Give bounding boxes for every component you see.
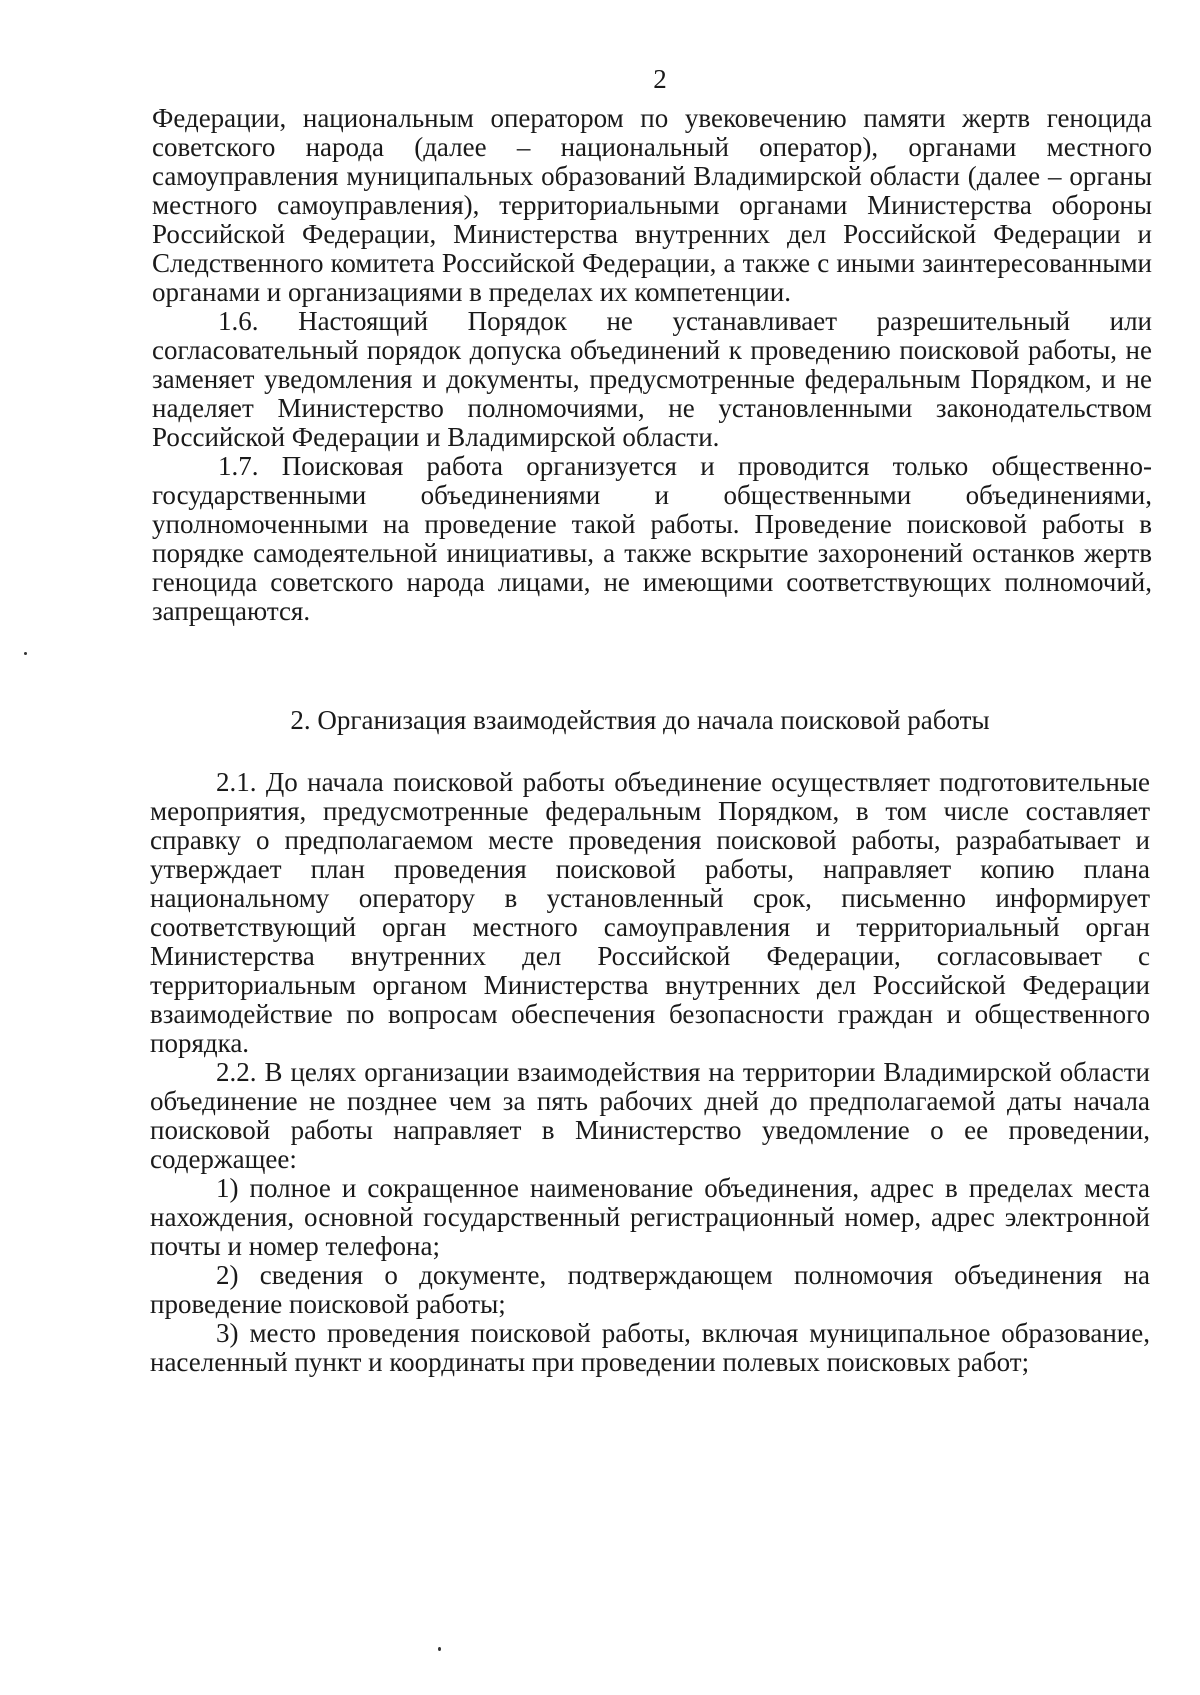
text-block-section-2 bbox=[150, 768, 1150, 1377]
list-item-1: 1) полное и сокращенное наименование объединения, адрес в пределах места нахождения, основной государственный регистрационный номер, адрес электронной почты и номер телефона; bbox=[150, 1173, 1150, 1261]
paragraph-1-7: 1.7. Поисковая работа организуется и проводится только общественно-государственными объединениями и общественными объединениями, уполномоченными на проведение такой работы. Проведение поисковой работы в порядке самодеятельной инициативы, а также вскрытие захоронений останков жертв геноцида советского народа лицами, не имеющими соответствующих полномочий, запрещаются. bbox=[152, 451, 1152, 626]
paragraph-2-2: 2.2. В целях организации взаимодействия на территории Владимирской области объединение не позднее чем за пять рабочих дней до предполагаемой даты начала поисковой работы направляет в Министерство уведомление о ее проведении, содержащее: bbox=[150, 1057, 1150, 1174]
scan-speck bbox=[438, 1647, 441, 1651]
section-2-heading: 2. Организация взаимодействия до начала поисковой работы bbox=[290, 705, 990, 735]
page-number: 2 bbox=[653, 64, 667, 94]
paragraph-2-1: 2.1. До начала поисковой работы объединение осуществляет подготовительные мероприятия, предусмотренные федеральным Порядком, в том числе составляет справку о предполагаемом месте проведения поисковой работы, разрабатывает и утверждает план проведения поисковой работы, направляет копию плана национальному оператору в установленный срок, письменно информирует соответствующий орган местного самоуправления и территориальный орган Министерства внутренних дел Российской Федерации, согласовывает с территориальным органом Министерства внутренних дел Российской Федерации взаимодействие по вопросам обеспечения безопасности граждан и общественного порядка. bbox=[150, 767, 1150, 1058]
scan-speck bbox=[24, 652, 27, 655]
list-item-2: 2) сведения о документе, подтверждающем полномочия объединения на проведение поисковой работы; bbox=[150, 1260, 1150, 1319]
text-block-section-1 bbox=[152, 104, 1152, 626]
list-item-3: 3) место проведения поисковой работы, включая муниципальное образование, населенный пункт и координаты при проведении полевых поисковых работ; bbox=[150, 1318, 1150, 1377]
paragraph-1-6: 1.6. Настоящий Порядок не устанавливает разрешительный или согласовательный порядок допуска объединений к проведению поисковой работы, не заменяет уведомления и документы, предусмотренные федеральным Порядком, и не наделяет Министерство полномочиями, не установленными законодательством Российской Федерации и Владимирской области. bbox=[152, 306, 1152, 452]
paragraph-intro-continuation: Федерации, национальным оператором по увековечению памяти жертв геноцида советского народа (далее – национальный оператор), органами местного самоуправления муниципальных образований Владимирской области (далее – органы местного самоуправления), территориальными органами Министерства обороны Российской Федерации, Министерства внутренних дел Российской Федерации и Следственного комитета Российской Федерации, а также с иными заинтересованными органами и организациями в пределах их компетенции. bbox=[152, 103, 1152, 307]
